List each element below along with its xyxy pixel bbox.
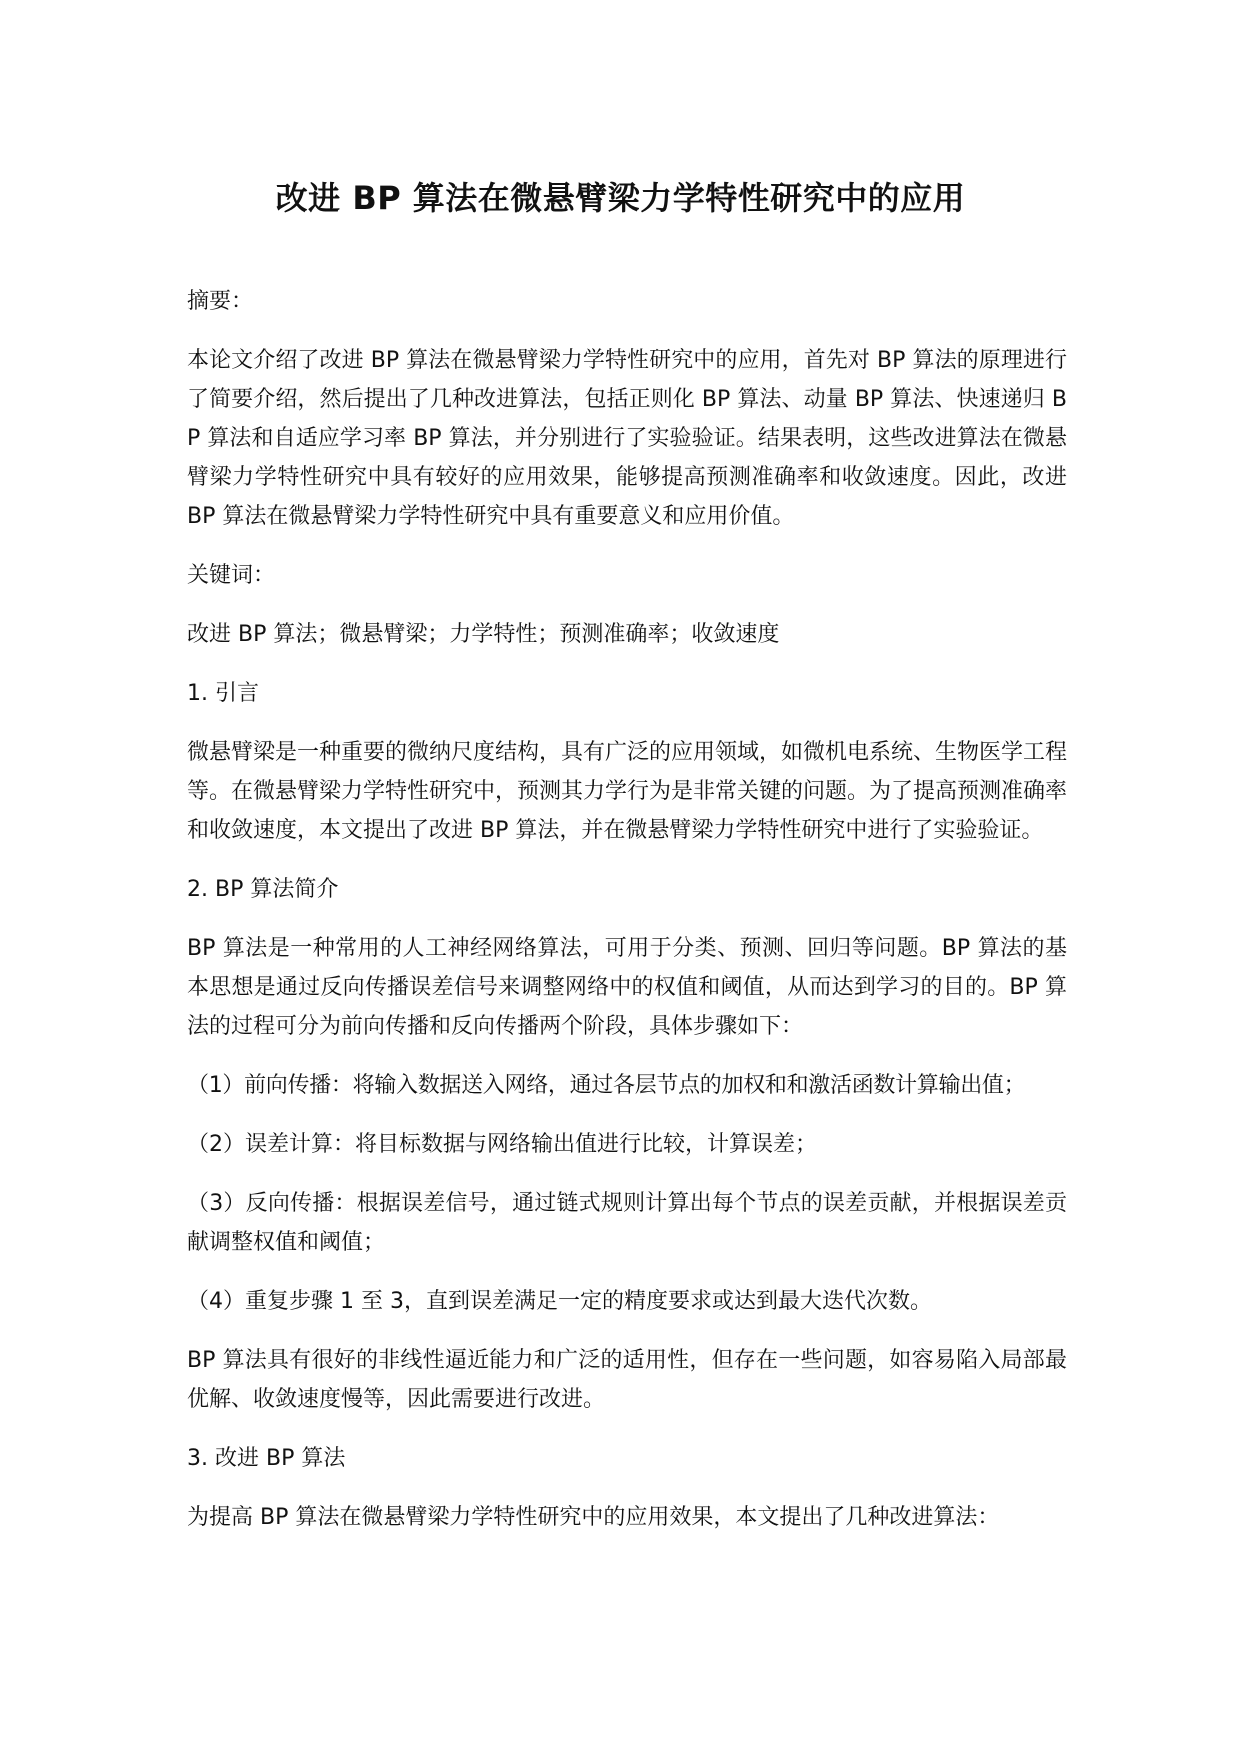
bp-step-2: （2）误差计算：将目标数据与网络输出值进行比较，计算误差； <box>187 1132 817 1157</box>
keywords-text: 改进 BP 算法；微悬臂梁；力学特性；预测准确率；收敛速度 <box>187 622 780 647</box>
section-heading-improved: 3. 改进 BP 算法 <box>187 1446 346 1471</box>
bp-step-4: （4）重复步骤 1 至 3，直到误差满足一定的精度要求或达到最大迭代次数。 <box>187 1289 932 1314</box>
abstract-label: 摘要： <box>187 289 254 314</box>
bp-step-1: （1）前向传播：将输入数据送入网络，通过各层节点的加权和和激活函数计算输出值； <box>187 1073 1026 1098</box>
bp-paragraph: BP 算法是一种常用的人工神经网络算法，可用于分类、预测、回归等问题。BP 算法的基本思想是通过反向传播误差信号来调整网络中的权值和阈值，从而达到学习的目的。BP 算法的过程可分为前向传播和反向传播两个阶段，具体步骤如下： <box>187 936 1067 1039</box>
section-heading-bp: 2. BP 算法简介 <box>187 877 339 902</box>
bp-step-3: （3）反向传播：根据误差信号，通过链式规则计算出每个节点的误差贡献，并根据误差贡献调整权值和阈值； <box>187 1191 1067 1255</box>
section-heading-intro: 1. 引言 <box>187 681 259 706</box>
bp-issues-paragraph: BP 算法具有很好的非线性逼近能力和广泛的适用性，但存在一些问题，如容易陷入局部最优解、收敛速度慢等，因此需要进行改进。 <box>187 1348 1067 1412</box>
keywords-label: 关键词： <box>187 563 276 588</box>
intro-paragraph: 微悬臂梁是一种重要的微纳尺度结构，具有广泛的应用领域，如微机电系统、生物医学工程等。在微悬臂梁力学特性研究中，预测其力学行为是非常关键的问题。为了提高预测准确率和收敛速度，本文提出了改进 BP 算法，并在微悬臂梁力学特性研究中进行了实验验证。 <box>187 740 1068 843</box>
abstract-text: 本论文介绍了改进 BP 算法在微悬臂梁力学特性研究中的应用，首先对 BP 算法的原理进行了简要介绍，然后提出了几种改进算法，包括正则化 BP 算法、动量 BP 算法、快速递归 BP 算法和自适应学习率 BP 算法，并分别进行了实验验证。结果表明，这些改进算法在微悬臂梁力学特性研究中具有较好的应用效果，能够提高预测准确率和收敛速度。因此，改进 BP 算法在微悬臂梁力学特性研究中具有重要意义和应用价值。 <box>187 348 1067 529</box>
document-body <box>187 282 1067 1537</box>
improved-paragraph: 为提高 BP 算法在微悬臂梁力学特性研究中的应用效果，本文提出了几种改进算法： <box>187 1505 1000 1530</box>
document-title: 改进 BP 算法在微悬臂梁力学特性研究中的应用 <box>275 179 966 217</box>
